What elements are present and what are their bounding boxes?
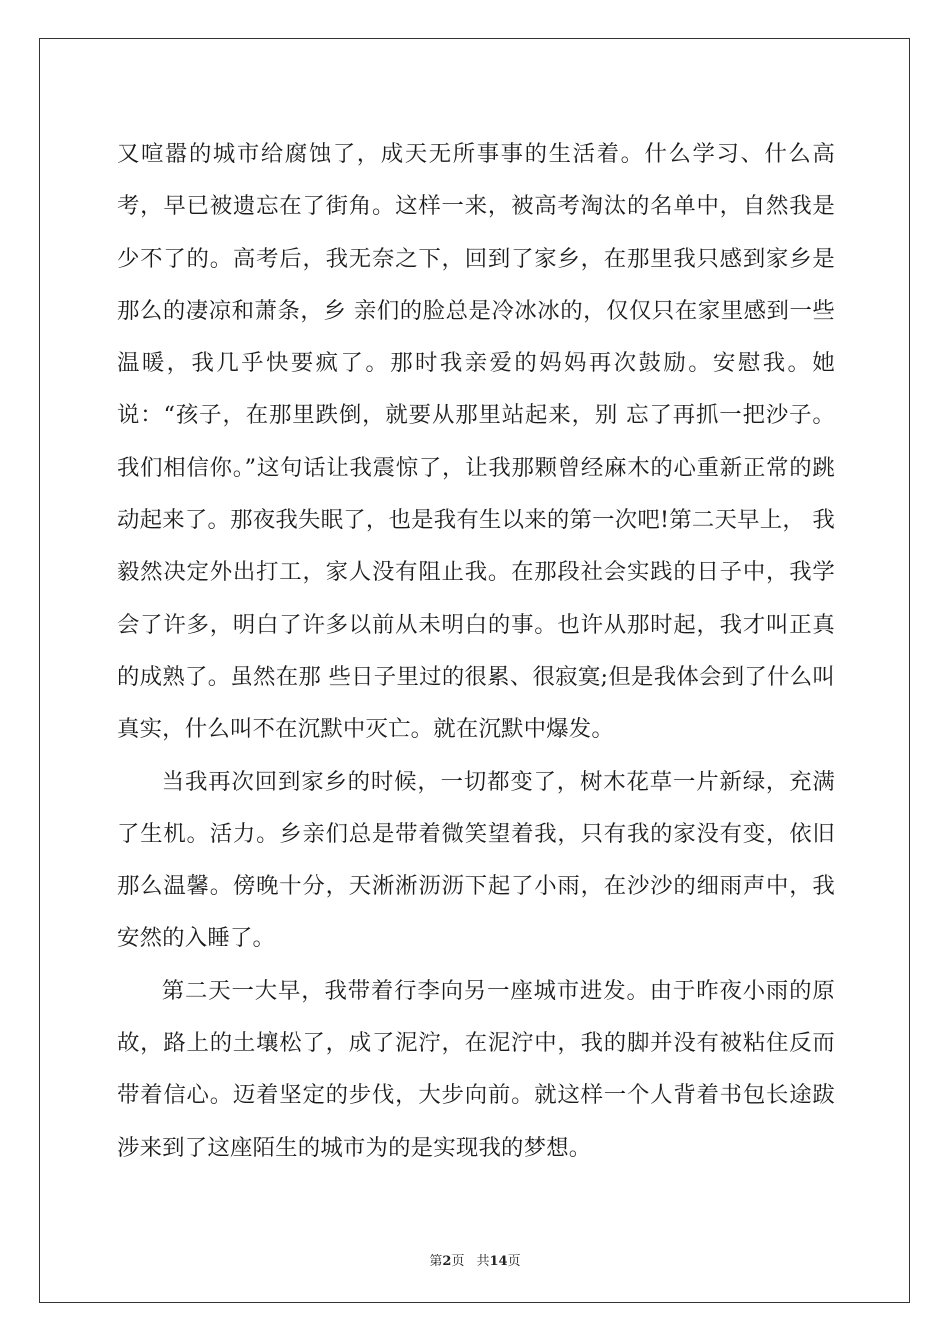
page-prefix: 第 <box>429 1254 443 1269</box>
page-suffix: 页 <box>451 1254 465 1269</box>
page-number: 2 <box>442 1254 452 1269</box>
paragraph-2: 当我再次回到家乡的时候，一切都变了，树木花草一片新绿，充满了生机。活力。乡亲们总是带着微笑望着我，只有我的家没有变，依旧那么温馨。傍晚十分，天淅淅沥沥下起了小雨，在沙沙的细雨声中，我安然的入睡了。 <box>117 768 835 952</box>
total-suffix: 页 <box>507 1254 521 1269</box>
paragraph-3: 第二天一大早，我带着行李向另一座城市进发。由于昨夜小雨的原故，路上的土壤松了，成了泥泞，在泥泞中，我的脚并没有被粘住反而带着信心。迈着坚定的步伐，大步向前。就这样一个人背着书包长途跋涉来到了这座陌生的城市为的是实现我的梦想。 <box>117 977 835 1161</box>
document-body <box>117 128 835 1174</box>
total-prefix: 共 <box>476 1254 490 1269</box>
page-footer <box>0 1250 950 1269</box>
total-pages: 14 <box>489 1254 508 1269</box>
paragraph-1: 又喧嚣的城市给腐蚀了，成天无所事事的生活着。什么学习、什么高考，早已被遗忘在了街角。这样一来，被高考淘汰的名单中，自然我是少不了的。高考后，我无奈之下，回到了家乡，在那里我只感到家乡是那么的凄凉和萧条，乡 亲们的脸总是冷冰冰的，仅仅只在家里感到一些温暖，我几乎快要疯了。那时我亲爱的妈妈再次鼓励。安慰我。她说：“孩子，在那里跌倒，就要从那里站起来，别 忘了再抓一把沙子。我们相信你。”这句话让我震惊了，让我那颗曾经麻木的心重新正常的跳动起来了。那夜我失眠了，也是我有生以来的第一次吧!第二天早上， 我毅然决定外出打工，家人没有阻止我。在那段社会实践的日子中，我学会了许多，明白了许多以前从未明白的事。也许从那时起，我才叫正真的成熟了。虽然在那 些日子里过的很累、很寂寞;但是我体会到了什么叫真实，什么叫不在沉默中灭亡。就在沉默中爆发。 <box>117 141 835 743</box>
